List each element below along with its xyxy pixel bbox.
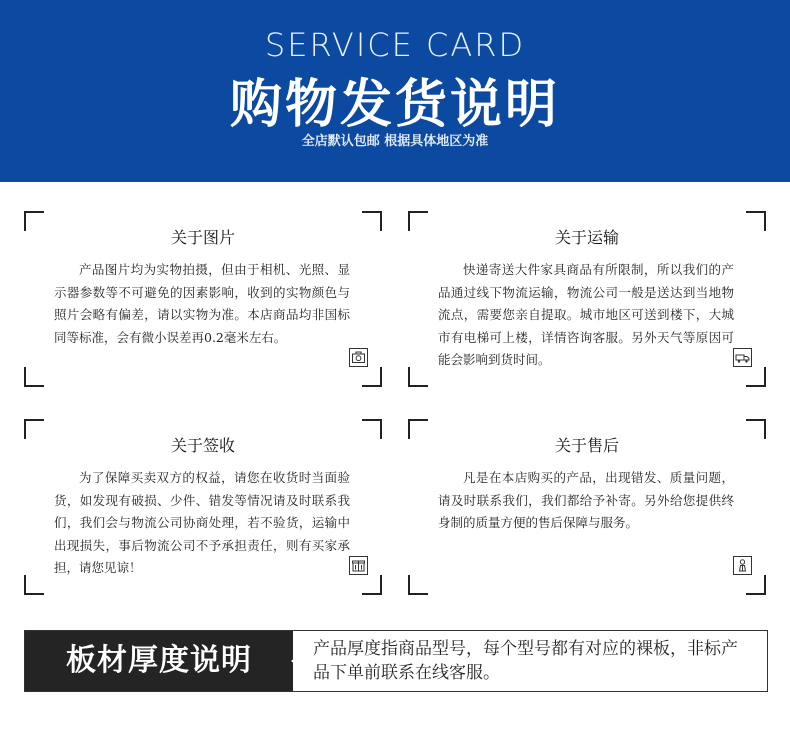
banner-subtitle: 全店默认包邮 根据具体地区为准 [301, 134, 489, 149]
camera-icon [349, 348, 368, 367]
thickness-description: 产品厚度指商品型号，每个型号都有对应的裸板，非标产品下单前联系在线客服。 [313, 639, 738, 683]
card-about-signing [24, 419, 382, 595]
thickness-info-bar [24, 630, 768, 692]
header-banner [0, 0, 790, 182]
gift-icon [349, 556, 368, 575]
corner-mark [746, 367, 766, 387]
banner-title-cn: 购物发货说明 [229, 75, 560, 135]
corner-mark [746, 575, 766, 595]
corner-mark [24, 575, 44, 595]
card-about-after-sales [408, 419, 766, 595]
card-about-images [24, 211, 382, 387]
card-body: 产品图片均为实物拍摄，但由于相机、光照、显示器参数等不可避免的因素影响，收到的实物颜色与照片会略有偏差，请以实物为准。本店商品均非国标同等标准，会有微小误差再0.2毫米左右。 [54, 262, 350, 345]
card-title: 关于售后 [554, 436, 619, 455]
pointer-arrow [291, 653, 301, 669]
thickness-label: 板材厚度说明 [25, 631, 293, 691]
card-body: 为了保障买卖双方的权益，请您在收货时当面验货，如发现有破损、少件、错发等情况请及时联系我们，我们会与物流公司协商处理，若不验货，运输中出现损失，事后物流公司不予承担责任，则有买家承担，请您见谅！ [54, 470, 350, 575]
card-title: 关于图片 [170, 228, 235, 247]
customer-service-icon [733, 556, 752, 575]
card-body: 凡是在本店购买的产品，出现错发、质量问题，请及时联系我们，我们都给予补寄。另外给您提供终身制的质量方便的售后保障与服务。 [438, 470, 734, 530]
corner-mark [408, 367, 428, 387]
corner-mark [24, 367, 44, 387]
card-title: 关于运输 [554, 228, 619, 247]
corner-mark [362, 367, 382, 387]
banner-title-en: SERVICE CARD [264, 26, 526, 64]
card-about-shipping [408, 211, 766, 387]
card-title: 关于签收 [170, 436, 235, 455]
corner-mark [408, 575, 428, 595]
corner-mark [362, 575, 382, 595]
truck-icon [733, 348, 752, 367]
card-body: 快递寄送大件家具商品有所限制，所以我们的产品通过线下物流运输，物流公司一般是送达到当地物流点，需要您亲自提取。城市地区可送到楼下，大城市有电梯可上楼，详情咨询客服。另外天气等原因可能会影响到货时间。 [438, 262, 734, 367]
